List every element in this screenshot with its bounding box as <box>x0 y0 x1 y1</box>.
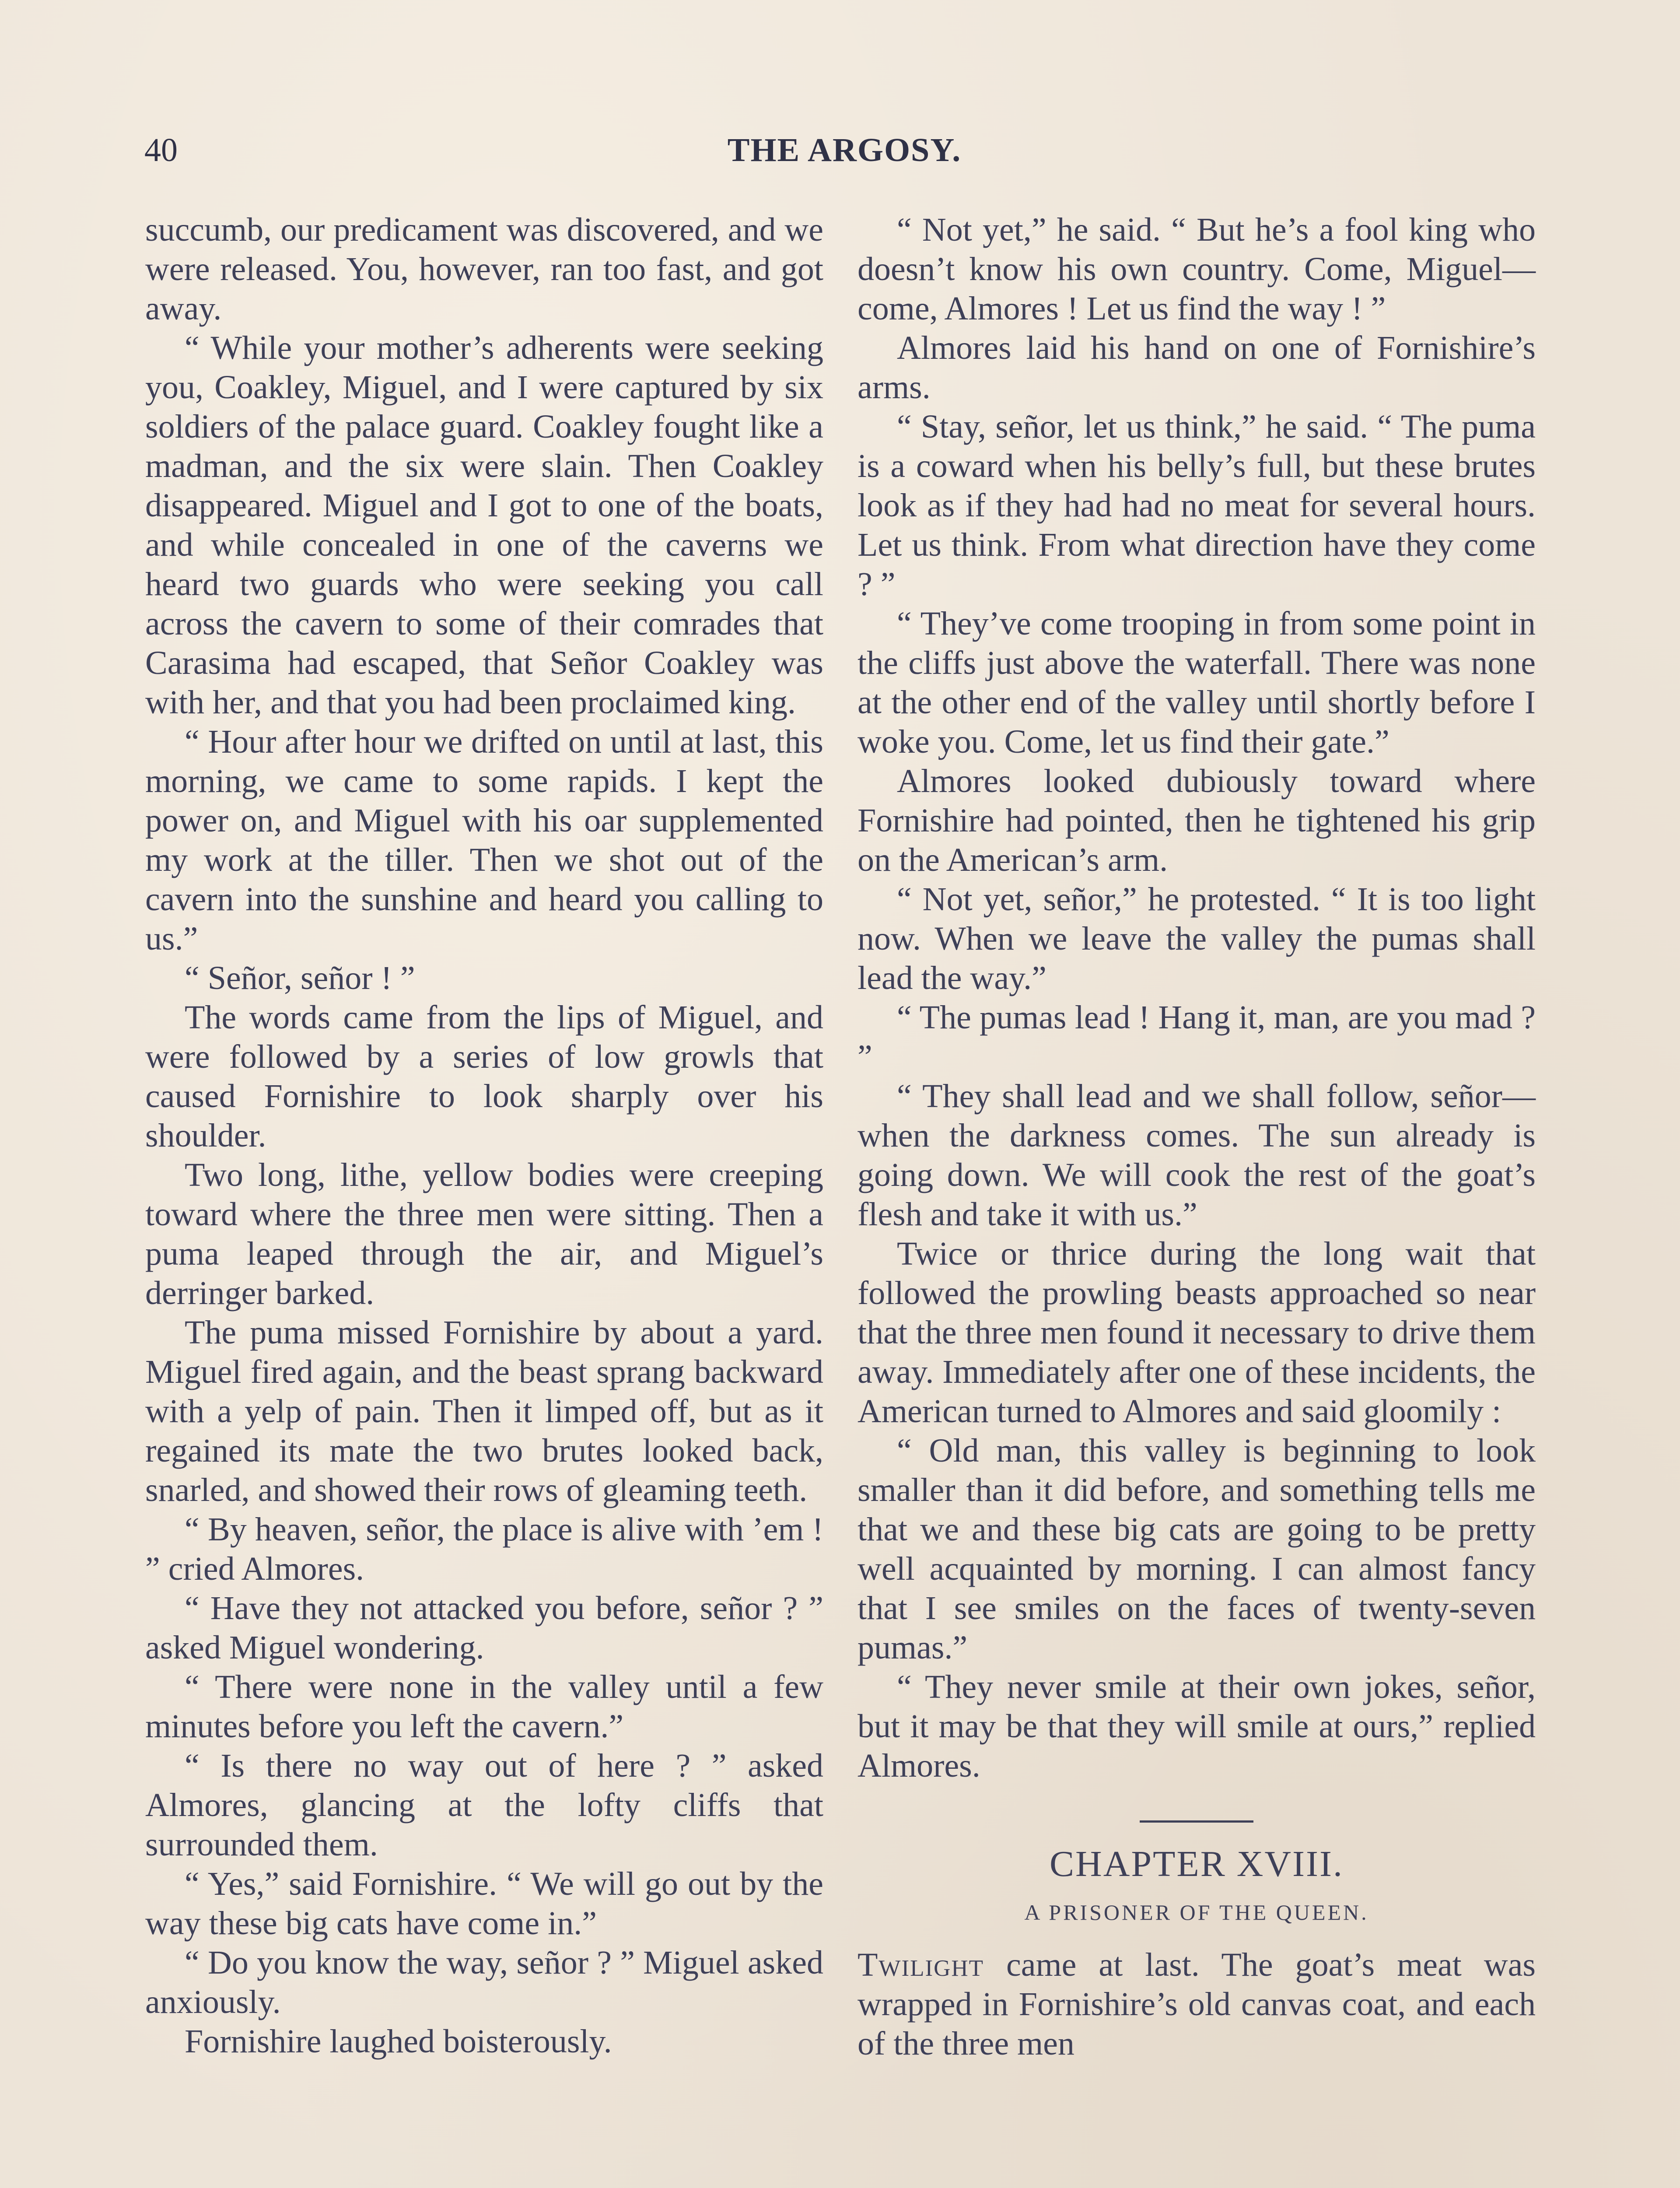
paragraph: “ They’ve come trooping in from some point in the cliffs just above the waterfall. There was none at the other end of the valley until shortly before I woke you. Come, let us find their gate.” <box>858 605 1536 760</box>
paragraph: “ By heaven, señor, the place is alive with ’em ! ” cried Almores. <box>145 1511 823 1587</box>
chapter-opening-word: Twilight <box>858 1946 984 1983</box>
paragraph: “ There were none in the valley until a few minutes before you left the cavern.” <box>145 1669 823 1745</box>
left-column <box>145 210 823 2061</box>
paragraph: The words came from the lips of Miguel, and were followed by a series of low growls that caused Fornishire to look sharply over his shoulder. <box>145 999 823 1154</box>
chapter-title: CHAPTER XVIII. <box>1050 1844 1344 1884</box>
section-divider <box>1140 1820 1253 1823</box>
paragraph: “ Do you know the way, señor ? ” Miguel asked anxiously. <box>145 1944 823 2020</box>
paragraph: Almores laid his hand on one of Fornishire’s arms. <box>858 330 1536 406</box>
paragraph: “ Old man, this valley is beginning to look smaller than it did before, and something tells me that we and these big cats are going to be pretty well acquainted by morning. I can almost fancy that I see smiles on the faces of twenty-seven pumas.” <box>858 1432 1536 1666</box>
paragraph: “ They shall lead and we shall follow, señor—when the darkness comes. The sun already is going down. We will cook the rest of the goat’s flesh and take it with us.” <box>858 1078 1536 1233</box>
chapter-opening-paragraph <box>858 1945 1536 2063</box>
paragraph: “ Not yet, señor,” he protested. “ It is too light now. When we leave the valley the pumas shall lead the way.” <box>858 881 1536 996</box>
paragraph: “ They never smile at their own jokes, señor, but it may be that they will smile at ours,” replied Almores. <box>858 1669 1536 1784</box>
page-number: 40 <box>144 132 178 168</box>
paragraph: “ Hour after hour we drifted on until at last, this morning, we came to some rapids. I kept the power on, and Miguel with his oar supplemented my work at the tiller. Then we shot out of the cavern into the sunshine and heard you calling to us.” <box>145 723 823 957</box>
paragraph: “ Is there no way out of here ? ” asked Almores, glancing at the lofty cliffs that surrounded them. <box>145 1747 823 1863</box>
paragraph: “ Yes,” said Fornishire. “ We will go out by the way these big cats have come in.” <box>145 1865 823 1942</box>
paragraph: “ Have they not attacked you before, señor ? ” asked Miguel wondering. <box>145 1590 823 1666</box>
paragraph: succumb, our predicament was discovered, and we were released. You, however, ran too fast, and got away. <box>145 211 823 327</box>
running-head <box>144 131 1544 179</box>
paragraph: “ While your mother’s adherents were seeking you, Coakley, Miguel, and I were captured by six soldiers of the palace guard. Coakley fought like a madman, and the six were slain. Then Coakley disappeared. Miguel and I got to one of the boats, and while concealed in one of the caverns we heard two guards who were seeking you call across the cavern to some of their comrades that Carasima had escaped, that Señor Coakley was with her, and that you had been proclaimed king. <box>145 330 823 721</box>
paragraph: Twice or thrice during the long wait that followed the prowling beasts approached so near that the three men found it necessary to drive them away. Immediately after one of these incidents, the American turned to Almores and said gloomily : <box>858 1235 1536 1430</box>
chapter-subtitle: A PRISONER OF THE QUEEN. <box>1024 1900 1369 1925</box>
paragraph: Almores looked dubiously toward where Fornishire had pointed, then he tightened his grip on the American’s arm. <box>858 763 1536 878</box>
paragraph: “ The pumas lead ! Hang it, man, are you mad ? ” <box>858 999 1536 1075</box>
chapter-opening-text: came at last. The goat’s meat was wrapped in Fornishire’s old canvas coat, and each of the three men <box>858 1946 1536 2062</box>
paragraph: “ Not yet,” he said. “ But he’s a fool king who doesn’t know his own country. Come, Miguel—come, Almores ! Let us find the way ! ” <box>858 211 1536 327</box>
right-column <box>858 210 1536 2063</box>
paragraph: Fornishire laughed boisterously. <box>185 2023 612 2060</box>
paragraph: “ Señor, señor ! ” <box>185 960 415 996</box>
paragraph: The puma missed Fornishire by about a yard. Miguel fired again, and the beast sprang backward with a yelp of pain. Then it limped off, but as it regained its mate the two brutes looked back, snarled, and showed their rows of gleaming teeth. <box>145 1314 823 1508</box>
magazine-title: THE ARGOSY. <box>727 132 962 168</box>
paragraph: Two long, lithe, yellow bodies were creeping toward where the three men were sitting. Then a puma leaped through the air, and Miguel’s derringer barked. <box>145 1157 823 1311</box>
paragraph: “ Stay, señor, let us think,” he said. “ The puma is a coward when his belly’s full, but these brutes look as if they had had no meat for several hours. Let us think. From what direction have they come ? ” <box>858 408 1536 603</box>
